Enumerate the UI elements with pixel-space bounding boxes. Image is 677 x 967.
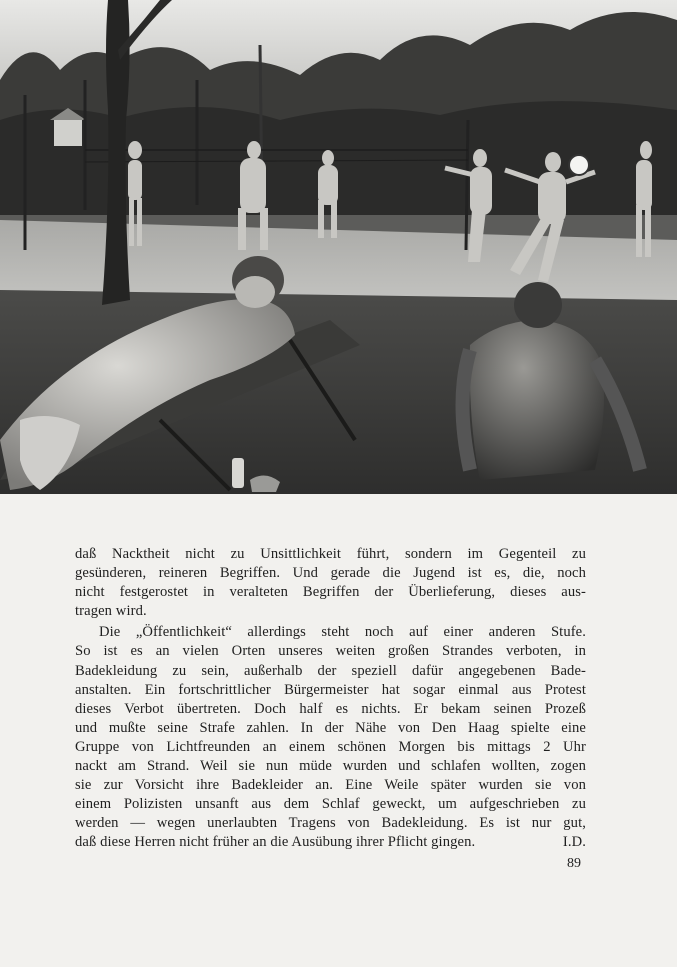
text-line: einem Polizisten unsanft aus dem Schlaf geweckt, um aufgeschrieben zu: [75, 796, 586, 813]
text-line: gesünderen, reineren Begriffen. Und gerade die Jugend ist es, die, noch: [75, 565, 586, 582]
text-line: werden — wegen unerlaubten Tragens von Badekleidung. Es ist nur gut,: [75, 815, 586, 832]
text-line: nackt am Strand. Weil sie nun müde wurden und schlafen wollten, zogen: [75, 758, 586, 775]
author-initials: I.D.: [562, 834, 586, 851]
text-line: Die „Öffentlichkeit“ allerdings steht noch auf einer anderen Stufe.: [99, 624, 586, 641]
text-line: daß diese Herren nicht früher an die Ausübung ihrer Pflicht gingen.: [75, 834, 476, 851]
text-line: tragen wird.: [75, 603, 147, 620]
text-line: Badekleidung zu sein, außerhalb der speziell dafür angegebenen Bade-: [75, 662, 586, 679]
article-text: [75, 545, 586, 853]
text-line: dieses Verbot übertreten. Doch half es nichts. Er bekam seinen Prozeß: [75, 700, 586, 717]
text-line: nicht festgerostet in veralteten Begriffen der Überlieferung, dieses aus-: [75, 584, 586, 601]
text-line: anstalten. Ein fortschrittlicher Bürgermeister hat sogar einmal aus Protest: [75, 681, 586, 698]
text-line: daß Nacktheit nicht zu Unsittlichkeit führt, sondern im Gegenteil zu: [75, 546, 586, 562]
text-line: und mußte seine Strafe zahlen. In der Nähe von Den Haag spielte eine: [75, 719, 586, 736]
page-number: 89: [567, 856, 581, 871]
final-line: [75, 833, 586, 852]
paragraph-main: [75, 623, 586, 852]
text-line: sie zur Vorsicht ihre Badekleider an. Eine Weile später wurden sie von: [75, 777, 586, 794]
paragraph-continued: [75, 545, 586, 621]
text-line: So ist es an vielen Orten unseres weiten großen Strandes verboten, in: [75, 643, 586, 660]
text-line: Gruppe von Lichtfreunden an einem schönen Morgen bis mittags 2 Uhr: [75, 738, 586, 755]
